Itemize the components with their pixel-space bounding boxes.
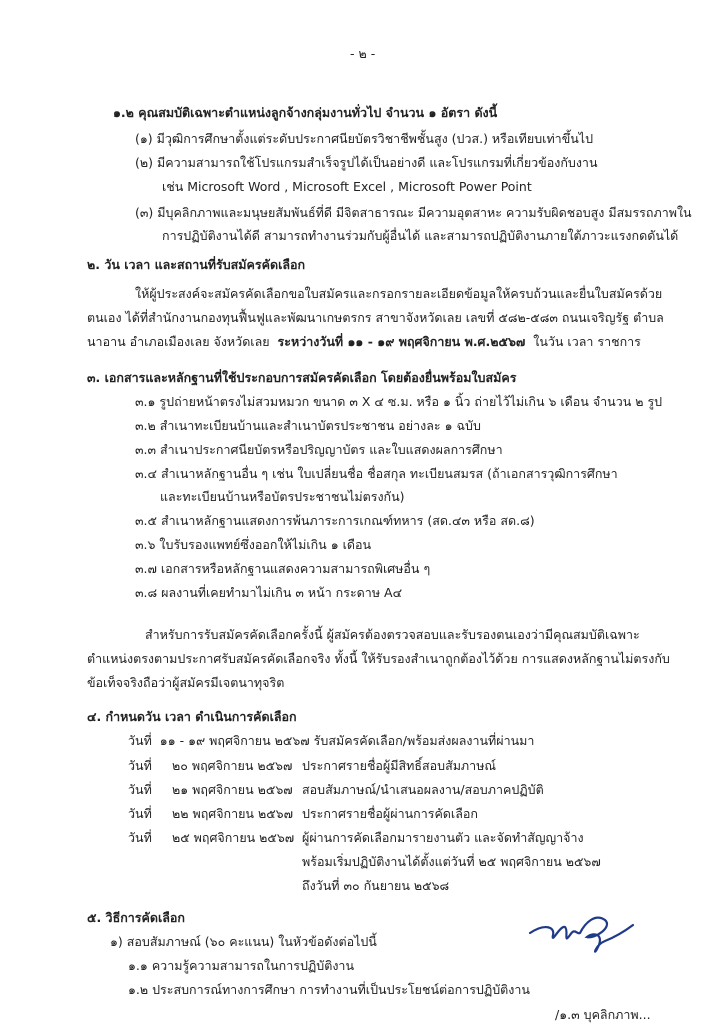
document-item: ๓.๗ เอกสารหรือหลักฐานแสดงความสามารถพิเศษอื่น ๆ	[135, 561, 431, 576]
qualification-item: (๓) มีบุคลิกภาพและมนุษยสัมพันธ์ที่ดี มีจิตสาธารณะ มีความอุตสาหะ ความรับผิดชอบสูง มีสมรรถภาพใน	[135, 205, 692, 220]
qualification-item: เช่น Microsoft Word , Microsoft Excel , Microsoft Power Point	[162, 179, 532, 194]
application-period: ระหว่างวันที่ ๑๑ - ๑๙ พฤศจิกายน พ.ศ.๒๕๖๗	[277, 334, 526, 349]
note-line: ข้อเท็จจริงถือว่าผู้สมัครมีเจตนาทุจริต	[87, 675, 285, 690]
method-subitem: ๑.๑ ความรู้ความสามารถในการปฏิบัติงาน	[128, 958, 354, 973]
section-4-heading: ๔. กำหนดวัน เวลา ดำเนินการคัดเลือก	[87, 709, 297, 724]
document-item: ๓.๘ ผลงานที่เคยทำมาไม่เกิน ๓ หน้า กระดาษ A๔	[135, 585, 403, 600]
document-item: ๓.๖ ใบรับรองแพทย์ซึ่งออกให้ไม่เกิน ๑ เดือน	[135, 537, 372, 552]
section-2-heading: ๒. วัน เวลา และสถานที่รับสมัครคัดเลือก	[87, 257, 306, 272]
continued-marker: /๑.๓ บุคลิกภาพ...	[555, 1007, 651, 1022]
schedule-desc: ผู้ผ่านการคัดเลือกมารายงานตัว และจัดทำสัญญาจ้าง	[302, 830, 584, 845]
qualification-item: การปฏิบัติงานได้ดี สามารถทำงานร่วมกับผู้อื่นได้ และสามารถปฏิบัติงานภายใต้ภาวะแรงกดดันได้	[162, 228, 679, 243]
schedule-date: ๒๐ พฤศจิกายน ๒๕๖๗	[172, 758, 293, 773]
paragraph-line: ตนเอง ได้ที่สำนักงานกองทุนฟื้นฟูและพัฒนาเกษตรกร สาขาจังหวัดเลย เลขที่ ๕๘๒-๕๘๓ ถนนเจริญรัฐ ตำบล	[87, 310, 664, 325]
schedule-desc: รับสมัครคัดเลือก/พร้อมส่งผลงานที่ผ่านมา	[313, 733, 535, 748]
schedule-desc: ถึงวันที่ ๓๐ กันยายน ๒๕๖๘	[302, 878, 450, 893]
section-1-2-heading: ๑.๒ คุณสมบัติเฉพาะตำแหน่งลูกจ้างกลุ่มงานทั่วไป จำนวน ๑ อัตรา ดังนี้	[113, 105, 498, 120]
document-item: ๓.๔ สำเนาหลักฐานอื่น ๆ เช่น ใบเปลี่ยนชื่อ ชื่อสกุล ทะเบียนสมรส (ถ้าเอกสารวุฒิการศึกษา	[135, 466, 618, 481]
day-label: วันที่	[128, 830, 152, 845]
schedule-row	[128, 732, 534, 750]
section-5-heading: ๕. วิธีการคัดเลือก	[87, 910, 185, 925]
schedule-desc: ประกาศรายชื่อผู้มีสิทธิ์สอบสัมภาษณ์	[302, 758, 497, 773]
paragraph-line	[87, 333, 641, 351]
office-hours: ในวัน เวลา ราชการ	[533, 334, 641, 349]
method-subitem: ๑.๒ ประสบการณ์ทางการศึกษา การทำงานที่เป็นประโยชน์ต่อการปฏิบัติงาน	[128, 982, 530, 997]
note-line: สำหรับการรับสมัครคัดเลือกครั้งนี้ ผู้สมัครต้องตรวจสอบและรับรองตนเองว่ามีคุณสมบัติเฉพาะ	[145, 627, 640, 642]
signature	[525, 905, 635, 965]
schedule-desc: ประกาศรายชื่อผู้ผ่านการคัดเลือก	[302, 806, 478, 821]
section-3-heading: ๓. เอกสารและหลักฐานที่ใช้ประกอบการสมัครคัดเลือก โดยต้องยื่นพร้อมใบสมัคร	[87, 370, 517, 385]
day-label: วันที่	[128, 758, 152, 773]
document-item: ๓.๓ สำเนาประกาศนียบัตรหรือปริญญาบัตร และใบแสดงผลการศึกษา	[135, 442, 503, 457]
day-label: วันที่	[128, 806, 152, 821]
document-item: ๓.๒ สำเนาทะเบียนบ้านและสำเนาบัตรประชาชน อย่างละ ๑ ฉบับ	[135, 418, 481, 433]
schedule-desc: สอบสัมภาษณ์/นำเสนอผลงาน/สอบภาคปฏิบัติ	[302, 782, 544, 797]
document-item: ๓.๑ รูปถ่ายหน้าตรงไม่สวมหมวก ขนาด ๓ X ๔ ซ.ม. หรือ ๑ นิ้ว ถ่ายไว้ไม่เกิน ๖ เดือน จำนวน ๒ รูป	[135, 394, 663, 409]
schedule-date: ๒๑ พฤศจิกายน ๒๕๖๗	[172, 782, 293, 797]
schedule-desc: พร้อมเริ่มปฏิบัติงานได้ตั้งแต่วันที่ ๒๕ พฤศจิกายน ๒๕๖๗	[302, 854, 601, 869]
document-item: ๓.๕ สำเนาหลักฐานแสดงการพ้นภาระการเกณฑ์ทหาร (สด.๔๓ หรือ สด.๘)	[135, 513, 535, 528]
schedule-date: ๑๑ - ๑๙ พฤศจิกายน ๒๕๖๗	[159, 733, 310, 748]
qualification-item: (๑) มีวุฒิการศึกษาตั้งแต่ระดับประกาศนียบัตรวิชาชีพชั้นสูง (ปวส.) หรือเทียบเท่าขึ้นไป	[135, 131, 594, 146]
schedule-date: ๒๕ พฤศจิกายน ๒๕๖๗	[172, 830, 295, 845]
method-item: ๑) สอบสัมภาษณ์ (๖๐ คะแนน) ในหัวข้อดังต่อไปนี้	[110, 934, 377, 949]
note-line: ตำแหน่งตรงตามประกาศรับสมัครคัดเลือกจริง ทั้งนี้ ให้รับรองสำเนาถูกต้องไว้ด้วย การแสดงหลักฐานไม่ตรงกับ	[87, 651, 670, 666]
day-label: วันที่	[128, 782, 152, 797]
day-label: วันที่	[128, 733, 152, 748]
address-text: นาอาน อำเภอเมืองเลย จังหวัดเลย	[87, 334, 270, 349]
schedule-date: ๒๒ พฤศจิกายน ๒๕๖๗	[172, 806, 293, 821]
document-item: และทะเบียนบ้านหรือบัตรประชาชนไม่ตรงกัน)	[160, 489, 405, 504]
paragraph-line: ให้ผู้ประสงค์จะสมัครคัดเลือกขอใบสมัครและกรอกรายละเอียดข้อมูลให้ครบถ้วนและยื่นใบสมัครด้วย	[135, 286, 663, 301]
page-number: - ๒ -	[350, 46, 376, 61]
qualification-item: (๒) มีความสามารถใช้โปรแกรมสำเร็จรูปได้เป็นอย่างดี และโปรแกรมที่เกี่ยวข้องกับงาน	[135, 155, 598, 170]
